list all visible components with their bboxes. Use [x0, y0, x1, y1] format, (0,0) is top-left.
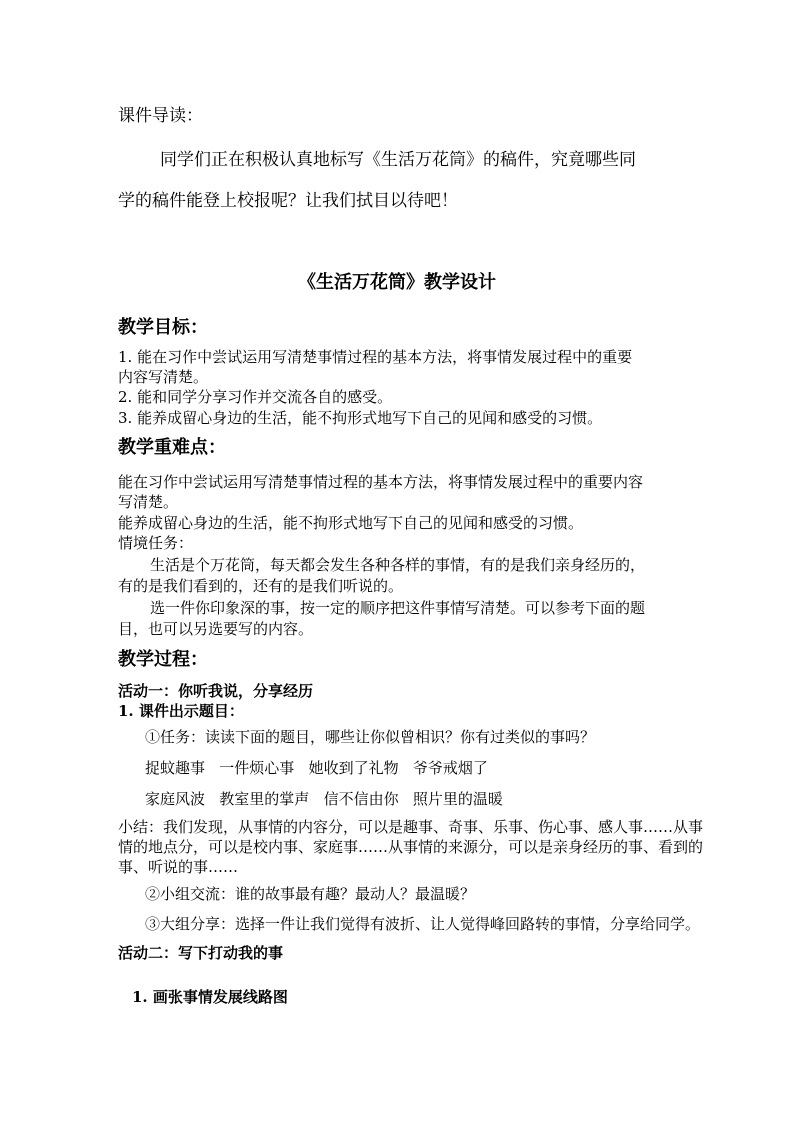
goal-item-1-line-1: 1. 能在习作中尝试运用写清楚事情过程的基本方法，将事情发展过程中的重要 [118, 348, 633, 366]
summary-line-3: 事、听说的事…… [118, 858, 239, 876]
group-discussion: ②小组交流：谁的故事最有趣？最动人？最温暖？ [145, 885, 476, 903]
process-heading: 教学过程： [118, 649, 208, 670]
topics-row-1: 捉蚊趣事 一件烦心事 她收到了礼物 爷爷戒烟了 [145, 759, 488, 777]
key-point-1-line-2: 写清楚。 [118, 493, 179, 511]
goals-heading: 教学目标： [118, 317, 208, 338]
intro-paragraph-line-1: 同学们正在积极认真地标写《生活万花筒》的稿件，究竟哪些同 [160, 150, 636, 170]
step-2-title: 1. 画张事情发展线路图 [132, 988, 288, 1006]
document-title: 《生活万花筒》教学设计 [298, 272, 496, 293]
activity-2-title: 活动二：写下打动我的事 [118, 944, 284, 962]
step-1-title: 1. 课件出示题目： [118, 702, 244, 720]
task-prompt: ①任务：读读下面的题目，哪些让你似曾相识？你有过类似的事吗？ [145, 728, 596, 746]
goal-item-2: 2. 能和同学分享习作并交流各自的感受。 [118, 388, 393, 406]
intro-heading: 课件导读： [118, 106, 203, 126]
task-paragraph-2-line-1: 选一件你印象深的事，按一定的顺序把这件事情写清楚。可以参考下面的题 [150, 599, 646, 617]
key-point-1-line-1: 能在习作中尝试运用写清楚事情过程的基本方法，将事情发展过程中的重要内容 [118, 473, 644, 491]
situational-task-label: 情境任务： [118, 534, 194, 552]
summary-line-1: 小结：我们发现，从事情的内容分，可以是趣事、奇事、乐事、伤心事、感人事……从事 [118, 818, 704, 836]
task-paragraph-2-line-2: 目，也可以另选要写的内容。 [118, 620, 314, 638]
class-sharing: ③大组分享：选择一件让我们觉得有波折、让人觉得峰回路转的事情，分享给同学。 [145, 915, 701, 933]
key-points-heading: 教学重难点： [118, 437, 226, 458]
task-paragraph-1-line-1: 生活是个万花筒，每天都会发生各种各样的事情，有的是我们亲身经历的， [150, 556, 646, 574]
goal-item-3: 3. 能养成留心身边的生活，能不拘形式地写下自己的见闻和感受的习惯。 [118, 409, 603, 427]
task-paragraph-1-line-2: 有的是我们看到的，还有的是我们听说的。 [118, 577, 404, 595]
activity-1-title: 活动一：你听我说，分享经历 [118, 682, 314, 700]
key-point-2: 能养成留心身边的生活，能不拘形式地写下自己的见闻和感受的习惯。 [118, 514, 584, 532]
intro-paragraph-line-2: 学的稿件能登上校报呢？让我们拭目以待吧！ [118, 191, 458, 211]
goal-item-1-line-2: 内容写清楚。 [118, 368, 209, 386]
topics-row-2: 家庭风波 教室里的掌声 信不信由你 照片里的温暖 [145, 790, 503, 808]
summary-line-2: 情的地点分，可以是校内事、家庭事……从事情的来源分，可以是亲身经历的事、看到的 [118, 838, 704, 856]
